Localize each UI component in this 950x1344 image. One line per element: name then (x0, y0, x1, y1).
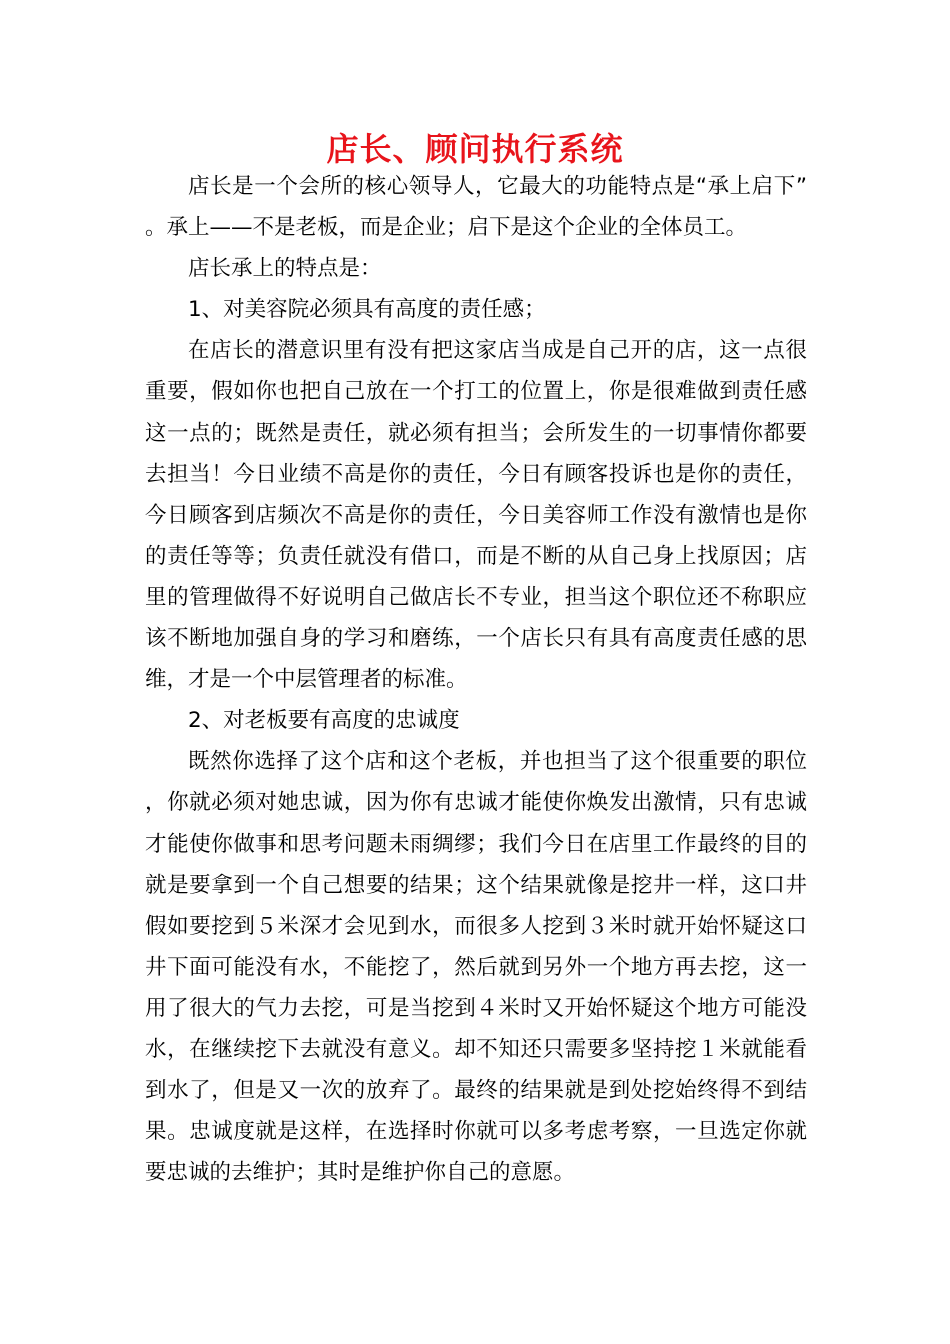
document-title: 店长、顾问执行系统 (326, 130, 624, 168)
section-heading-1: 1、对美容院必须具有高度的责任感； (188, 297, 546, 323)
document-body (145, 166, 807, 1193)
paragraph-subheading: 店长承上的特点是： (188, 256, 382, 282)
paragraph-loyalty: 既然你选择了这个店和这个老板，并也担当了这个很重要的职位，你就必须对她忠诚，因为你有忠诚才能使你焕发出激情，只有忠诚才能使你做事和思考问题未雨绸缪；我们今日在店里工作最终的目的就是要拿到一个自己想要的结果；这个结果就像是挖井一样，这口井假如要挖到５米深才会见到水，而很多人挖到３米时就开始怀疑这口井下面可能没有水，不能挖了，然后就到另外一个地方再去挖，这一用了很大的气力去挖，可是当挖到４米时又开始怀疑这个地方可能没水，在继续挖下去就没有意义。却不知还只需要多坚持挖１米就能看到水了，但是又一次的放弃了。最终的结果就是到处挖始终得不到结果。忠诚度就是这样，在选择时你就可以多考虑考察，一旦选定你就要忠诚的去维护；其时是维护你自己的意愿。 (145, 749, 807, 1186)
paragraph-intro: 店长是一个会所的核心领导人，它最大的功能特点是“承上启下”。承上——不是老板，而是企业；启下是这个企业的全体员工。 (145, 174, 807, 241)
section-heading-2: 2、对老板要有高度的忠诚度 (188, 708, 460, 734)
paragraph-responsibility: 在店长的潜意识里有没有把这家店当成是自己开的店，这一点很重要，假如你也把自己放在一个打工的位置上，你是很难做到责任感这一点的；既然是责任，就必须有担当；会所发生的一切事情你都要去担当！今日业绩不高是你的责任，今日有顾客投诉也是你的责任，今日顾客到店频次不高是你的责任，今日美容师工作没有激情也是你的责任等等；负责任就没有借口，而是不断的从自己身上找原因；店里的管理做得不好说明自己做店长不专业，担当这个职位还不称职应该不断地加强自身的学习和磨练，一个店长只有具有高度责任感的思维，才是一个中层管理者的标准。 (145, 338, 807, 693)
